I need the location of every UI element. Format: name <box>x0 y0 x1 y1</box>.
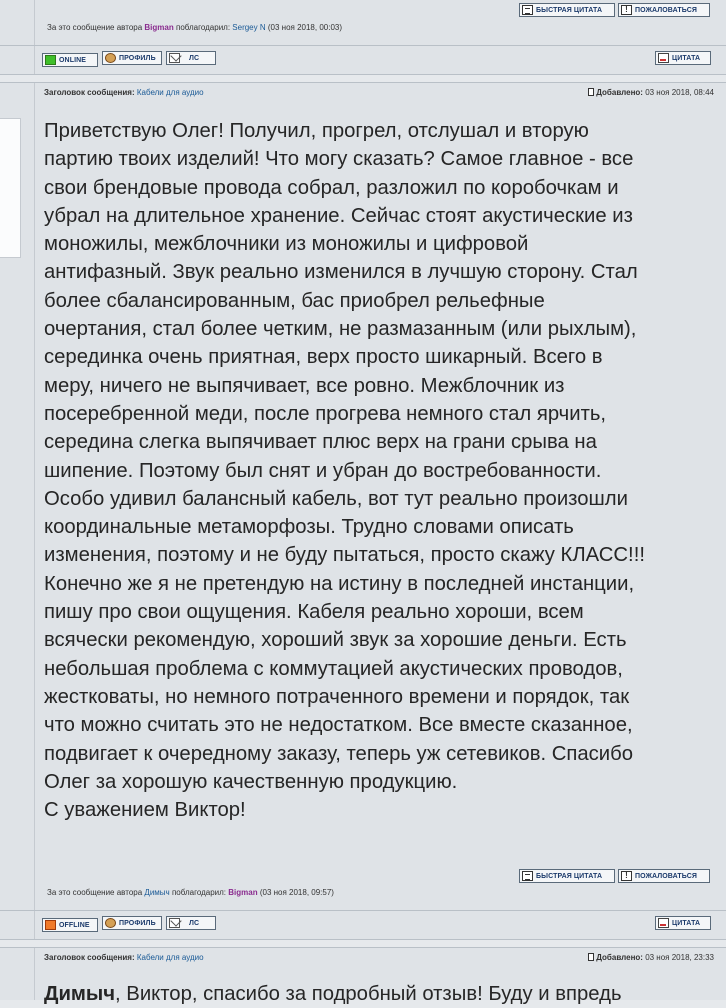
subject-link[interactable]: Кабели для аудио <box>136 88 204 97</box>
mail-icon <box>169 53 180 63</box>
post3-text: , Виктор, спасибо за подробный отзыв! Буду и впредь <box>115 983 622 1005</box>
quick-quote-label: БЫСТРАЯ ЦИТАТА <box>536 6 603 14</box>
avatar[interactable] <box>0 118 21 258</box>
quick-quote-button[interactable] <box>519 869 615 883</box>
post2-added <box>588 88 714 97</box>
divider <box>0 74 726 75</box>
post3-left-column <box>0 947 35 1000</box>
post3-body <box>44 980 716 1008</box>
report-button[interactable] <box>618 869 710 883</box>
thanks-user-link[interactable]: Sergey N <box>232 23 266 32</box>
status-label: ONLINE <box>59 56 87 64</box>
added-date: 03 ноя 2018, 08:44 <box>645 88 714 97</box>
thanks-line <box>47 888 334 897</box>
online-status-button[interactable] <box>42 53 98 67</box>
post1-left-column <box>0 0 35 45</box>
mentioned-user[interactable]: Димыч <box>44 983 116 1005</box>
quote-icon <box>658 918 669 928</box>
report-label: ПОЖАЛОВАТЬСЯ <box>635 6 698 14</box>
thanks-author-link[interactable]: Димыч <box>144 888 170 897</box>
report-label: ПОЖАЛОВАТЬСЯ <box>635 872 698 880</box>
post-icon[interactable] <box>588 953 594 961</box>
profile-label: ПРОФИЛЬ <box>119 54 156 62</box>
divider <box>0 939 726 940</box>
subject-label: Заголовок сообщения: <box>44 953 135 962</box>
pm-button[interactable] <box>166 916 216 930</box>
profile-icon <box>105 918 116 928</box>
pm-button[interactable] <box>166 51 216 65</box>
thanks-date: (03 ноя 2018, 00:03) <box>267 23 343 32</box>
thanks-mid: поблагодарил: <box>175 23 231 32</box>
thanks-mid: поблагодарил: <box>171 888 227 897</box>
post3-added <box>588 953 714 962</box>
pm-label: ЛС <box>189 54 200 62</box>
post2-header <box>44 88 204 97</box>
profile-button[interactable] <box>102 51 162 65</box>
profile-icon <box>105 53 116 63</box>
added-date: 03 ноя 2018, 23:33 <box>645 953 714 962</box>
quote-icon <box>658 53 669 63</box>
quick-quote-icon <box>522 871 533 881</box>
quick-quote-icon <box>522 5 533 15</box>
offline-dot-icon <box>45 920 56 930</box>
offline-status-button[interactable] <box>42 918 98 932</box>
thanks-author-link[interactable]: Bigman <box>144 23 174 32</box>
quick-quote-label: БЫСТРАЯ ЦИТАТА <box>536 872 603 880</box>
quote-button[interactable] <box>655 916 711 930</box>
profile-button[interactable] <box>102 916 162 930</box>
post2-body: Приветствую Олег! Получил, прогрел, отслушал и вторую партию твоих изделий! Что могу сказать? Самое главное - все свои брендовые провода собрал, разложил по коробочкам и убрал на длительное хранение. Сейчас стоят акустические из моножилы, межблочники из моножилы и цифровой антифазный. Звук реально изменился в лучшую сторону. Стал более сбалансированным, бас приобрел рельефные очертания, стал более четким, не размазанным (или рыхлым), серединка очень приятная, верх просто шикарный. Всего в меру, ничего не выпячивает, все ровно. Межблочник из посеребренной меди, после прогрева немного стал ярчить, середина слегка выпячивает плюс верх на грани срыва на шипение. Поэтому был снят и убран до востребованности. Особо удивил балансный кабель, вот тут реально произошли координальные метаморфозы. Трудно словами описать изменения, поэтому и не буду пытаться, просто скажу КЛАСС!!! Конечно же я не претендую на истину в последней инстанции, пишу про свои ощущения. Кабеля реально хороши, всем всячески рекомендую, хороший звук за хорошие деньги. Есть небольшая проблема с коммутацией акустических проводов, жестковаты, но немного потраченного времени и порядок, так что можно считать это не недостатком. Все вместе сказанное, подвигает к очередному заказу, теперь уж сетевиков. Спасибо Олег за хорошую качественную продукцию. С уважением Виктор! <box>44 120 645 822</box>
added-label: Добавлено: <box>596 953 643 962</box>
added-label: Добавлено: <box>596 88 643 97</box>
divider <box>0 82 726 83</box>
subject-link[interactable]: Кабели для аудио <box>136 953 204 962</box>
quote-button[interactable] <box>655 51 711 65</box>
subject-label: Заголовок сообщения: <box>44 88 135 97</box>
quote-label: ЦИТАТА <box>672 54 701 62</box>
mail-icon <box>169 918 180 928</box>
thanks-user-link[interactable]: Bigman <box>228 888 258 897</box>
quote-label: ЦИТАТА <box>672 919 701 927</box>
status-label: OFFLINE <box>59 921 90 929</box>
quick-quote-button[interactable] <box>519 3 615 17</box>
thanks-prefix: За это сообщение автора <box>47 888 143 897</box>
warning-icon: ! <box>621 5 632 15</box>
report-button[interactable] <box>618 3 710 17</box>
post2-footer-left <box>0 911 35 939</box>
post3-header <box>44 953 204 962</box>
online-dot-icon <box>45 55 56 65</box>
pm-label: ЛС <box>189 919 200 927</box>
thanks-line <box>47 23 342 32</box>
profile-label: ПРОФИЛЬ <box>119 919 156 927</box>
post1-footer-left <box>0 46 35 74</box>
thanks-prefix: За это сообщение автора <box>47 23 143 32</box>
thanks-date: (03 ноя 2018, 09:57) <box>259 888 334 897</box>
divider <box>0 947 726 948</box>
warning-icon: ! <box>621 871 632 881</box>
post-icon[interactable] <box>588 88 594 96</box>
